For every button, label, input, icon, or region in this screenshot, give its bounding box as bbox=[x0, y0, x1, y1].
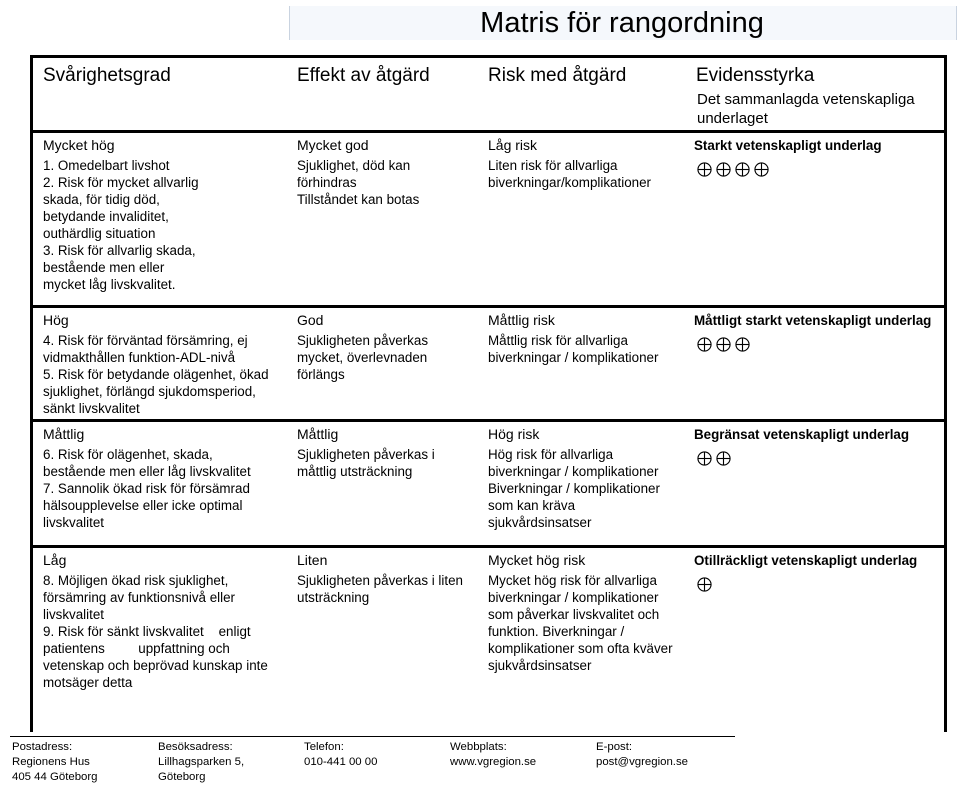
risk-text-line: Liten risk för allvarliga bbox=[488, 158, 618, 173]
cell-evidence bbox=[694, 426, 944, 466]
header-risk: Risk med åtgärd bbox=[488, 65, 627, 86]
effect-heading: Liten bbox=[297, 552, 328, 568]
footer-postadress-2: 405 44 Göteborg bbox=[12, 771, 98, 783]
evidence-heading: Otillräckligt vetenskapligt underlag bbox=[694, 553, 918, 568]
row-divider bbox=[30, 545, 947, 548]
cell-risk bbox=[488, 426, 688, 531]
severity-text-line: 3. Risk för allvarlig skada, bbox=[43, 243, 196, 258]
footer-webb: www.vgregion.se bbox=[450, 756, 537, 768]
header-severity: Svårighetsgrad bbox=[43, 65, 171, 86]
effect-text-line: förhindras bbox=[297, 175, 357, 190]
header-effect: Effekt av åtgärd bbox=[297, 65, 430, 86]
footer-webb-label: Webbplats: bbox=[450, 741, 507, 753]
effect-text-line: måttlig utsträckning bbox=[297, 464, 413, 479]
evidence-symbols bbox=[697, 451, 944, 466]
risk-text-line: Måttlig risk för allvarliga bbox=[488, 333, 628, 348]
evidence-heading: Starkt vetenskapligt underlag bbox=[694, 138, 882, 153]
cell-effect bbox=[297, 312, 482, 383]
effect-heading: God bbox=[297, 312, 324, 328]
evidence-symbols bbox=[697, 337, 944, 352]
effect-text-line: Sjukligheten påverkas i liten bbox=[297, 573, 463, 588]
severity-text-line: outhärdlig situation bbox=[43, 226, 156, 241]
circled-plus-icon bbox=[735, 337, 750, 352]
footer-besok-2: Göteborg bbox=[158, 771, 206, 783]
severity-text-line: vidmakthållen funktion-ADL-nivå bbox=[43, 350, 236, 365]
cell-risk bbox=[488, 312, 688, 366]
risk-text-line: Mycket hög risk för allvarliga bbox=[488, 573, 657, 588]
circled-plus-icon bbox=[716, 451, 731, 466]
severity-text-line: patientens uppfattning och bbox=[43, 641, 230, 656]
footer-epost-label: E-post: bbox=[596, 741, 633, 753]
risk-text-line: funktion. Biverkningar / bbox=[488, 624, 625, 639]
effect-text-line: förlängs bbox=[297, 367, 345, 382]
effect-text-line: Sjuklighet, död kan bbox=[297, 158, 411, 173]
circled-plus-icon bbox=[754, 162, 769, 177]
circled-plus-icon bbox=[697, 577, 712, 592]
effect-heading: Måttlig bbox=[297, 426, 339, 442]
circled-plus-icon bbox=[716, 337, 731, 352]
footer-besok-1: Lillhagsparken 5, bbox=[158, 756, 245, 768]
effect-text-line: Sjukligheten påverkas bbox=[297, 333, 429, 348]
risk-heading: Låg risk bbox=[488, 137, 538, 153]
severity-text-line: sänkt livskvalitet bbox=[43, 401, 140, 416]
severity-text-line: motsäger detta bbox=[43, 675, 133, 690]
effect-text-line: utsträckning bbox=[297, 590, 370, 605]
evidence-heading: Måttligt starkt vetenskapligt underlag bbox=[694, 313, 932, 328]
risk-text-line: sjukvårdsinsatser bbox=[488, 515, 592, 530]
circled-plus-icon bbox=[716, 162, 731, 177]
severity-heading: Låg bbox=[43, 552, 67, 568]
cell-effect bbox=[297, 426, 482, 480]
effect-text-line: mycket, överlevnaden bbox=[297, 350, 428, 365]
risk-text-line: sjukvårdsinsatser bbox=[488, 658, 592, 673]
severity-text-line: bestående men eller låg livskvalitet bbox=[43, 464, 251, 479]
severity-text-line: hälsoupplevelse eller icke optimal bbox=[43, 498, 243, 513]
risk-text-line: komplikationer som ofta kväver bbox=[488, 641, 673, 656]
header-evidence-subtitle: Det sammanlagda vetenskapliga underlaget bbox=[697, 91, 915, 127]
risk-heading: Mycket hög risk bbox=[488, 552, 586, 568]
effect-text-line: Tillståndet kan botas bbox=[297, 192, 420, 207]
cell-risk bbox=[488, 137, 688, 191]
evidence-symbols bbox=[697, 162, 944, 177]
risk-text-line: Biverkningar / komplikationer bbox=[488, 481, 660, 496]
cell-risk bbox=[488, 552, 688, 674]
severity-text-line: 1. Omedelbart livshot bbox=[43, 158, 170, 173]
effect-text-line: Sjukligheten påverkas i bbox=[297, 447, 435, 462]
cell-evidence bbox=[694, 552, 944, 592]
severity-text-line: 5. Risk för betydande olägenhet, ökad bbox=[43, 367, 269, 382]
circled-plus-icon bbox=[697, 162, 712, 177]
severity-text-line: livskvalitet bbox=[43, 515, 105, 530]
severity-text-line: mycket låg livskvalitet. bbox=[43, 277, 176, 292]
circled-plus-icon bbox=[697, 337, 712, 352]
risk-text-line: Hög risk för allvarliga bbox=[488, 447, 614, 462]
header-divider bbox=[30, 130, 947, 133]
cell-severity bbox=[43, 426, 288, 531]
cell-evidence bbox=[694, 312, 944, 352]
severity-heading: Hög bbox=[43, 312, 69, 328]
evidence-heading: Begränsat vetenskapligt underlag bbox=[694, 427, 910, 442]
circled-plus-icon bbox=[735, 162, 750, 177]
risk-text-line: biverkningar/komplikationer bbox=[488, 175, 651, 190]
row-divider bbox=[30, 305, 947, 308]
severity-text-line: vetenskap och beprövad kunskap inte bbox=[43, 658, 268, 673]
effect-heading: Mycket god bbox=[297, 137, 369, 153]
footer-divider bbox=[10, 736, 735, 737]
circled-plus-icon bbox=[697, 451, 712, 466]
risk-heading: Måttlig risk bbox=[488, 312, 555, 328]
risk-text-line: biverkningar / komplikationer bbox=[488, 590, 659, 605]
severity-text-line: skada, för tidig död, bbox=[43, 192, 160, 207]
cell-severity bbox=[43, 552, 288, 691]
footer-telefon: 010-441 00 00 bbox=[304, 756, 378, 768]
cell-severity bbox=[43, 312, 288, 417]
evidence-symbols bbox=[697, 577, 944, 592]
risk-heading: Hög risk bbox=[488, 426, 540, 442]
footer-postadress-label: Postadress: bbox=[12, 741, 73, 753]
risk-text-line: som kan kräva bbox=[488, 498, 576, 513]
footer-telefon-label: Telefon: bbox=[304, 741, 344, 753]
severity-text-line: livskvalitet bbox=[43, 607, 105, 622]
footer-besok-label: Besöksadress: bbox=[158, 741, 233, 753]
page-title: Matris för rangordning bbox=[480, 7, 764, 39]
severity-text-line: betydande invaliditet, bbox=[43, 209, 169, 224]
header-evidence: Evidensstyrka bbox=[696, 65, 815, 86]
severity-text-line: 4. Risk för förväntad försämring, ej bbox=[43, 333, 248, 348]
severity-text-line: 6. Risk för olägenhet, skada, bbox=[43, 447, 213, 462]
severity-text-line: 7. Sannolik ökad risk för försämrad bbox=[43, 481, 250, 496]
risk-text-line: biverkningar / komplikationer bbox=[488, 350, 659, 365]
severity-text-line: bestående men eller bbox=[43, 260, 165, 275]
risk-text-line: som påverkar livskvalitet och bbox=[488, 607, 660, 622]
cell-effect bbox=[297, 552, 482, 606]
footer-postadress-1: Regionens Hus bbox=[12, 756, 90, 768]
risk-text-line: biverkningar / komplikationer bbox=[488, 464, 659, 479]
severity-text-line: sjuklighet, förlängd sjukdomsperiod, bbox=[43, 384, 256, 399]
cell-evidence bbox=[694, 137, 944, 177]
severity-heading: Måttlig bbox=[43, 426, 85, 442]
cell-severity bbox=[43, 137, 288, 293]
severity-text-line: försämring av funktionsnivå eller bbox=[43, 590, 236, 605]
severity-text-line: 2. Risk för mycket allvarlig bbox=[43, 175, 199, 190]
cell-effect bbox=[297, 137, 482, 208]
severity-text-line: 8. Möjligen ökad risk sjuklighet, bbox=[43, 573, 229, 588]
severity-text-line: 9. Risk för sänkt livskvalitet enligt bbox=[43, 624, 251, 639]
row-divider bbox=[30, 419, 947, 422]
severity-heading: Mycket hög bbox=[43, 137, 115, 153]
footer-epost: post@vgregion.se bbox=[596, 756, 688, 768]
